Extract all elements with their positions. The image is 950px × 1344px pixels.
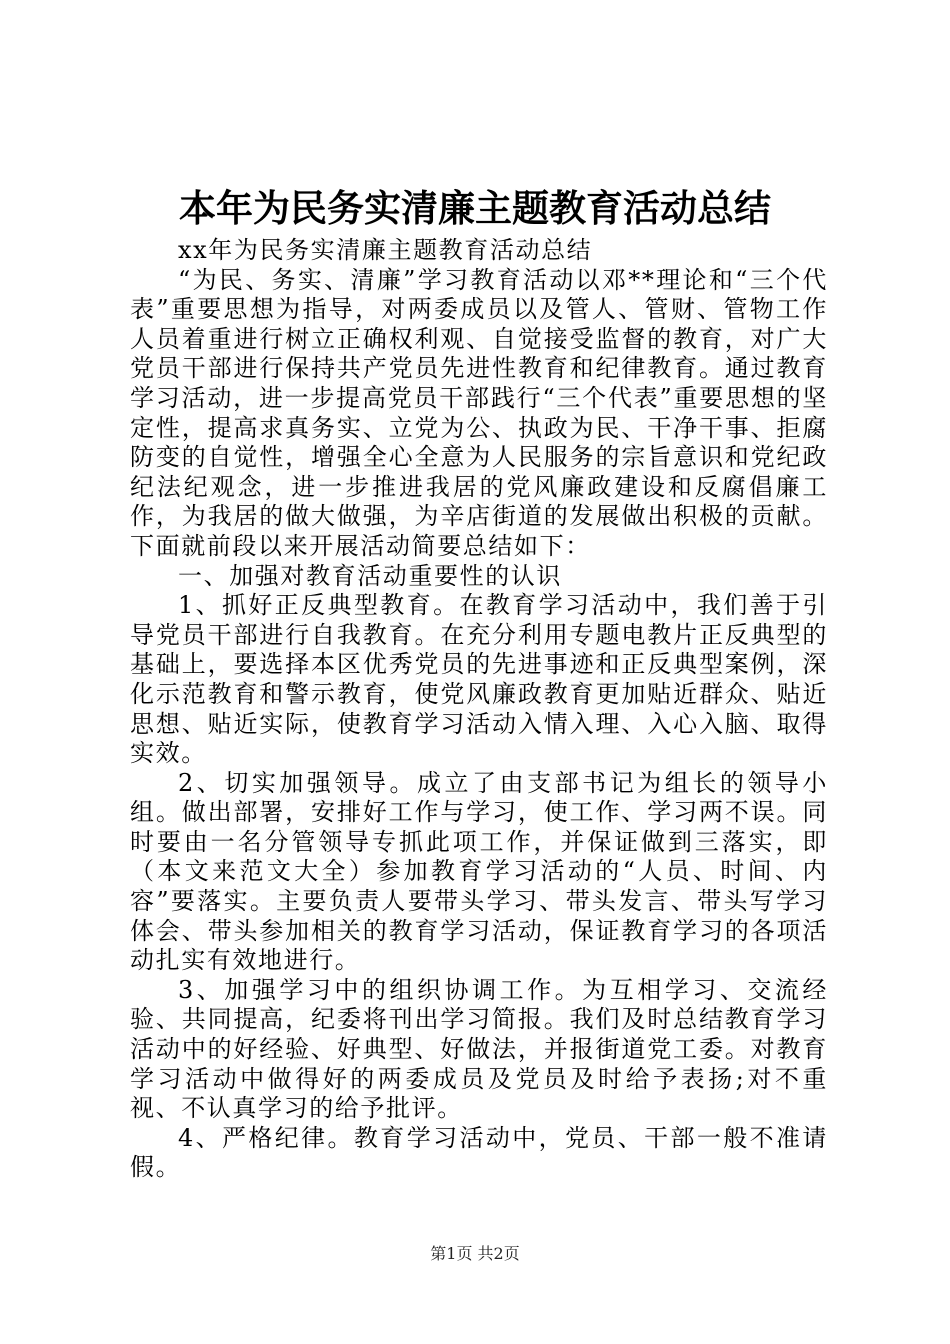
- page-number-footer: 第1页 共2页: [430, 1244, 520, 1263]
- paragraph-item-4: 4、严格纪律。教育学习活动中，党员、干部一般不准请假。: [130, 1123, 828, 1182]
- paragraph-intro: “为民、务实、清廉”学习教育活动以邓**理论和“三个代表”重要思想为指导，对两委成员以及管人、管财、管物工作人员着重进行树立正确权利观、自觉接受监督的教育，对广大党员干部进行保持共产党员先进性教育和纪律教育。通过教育学习活动，进一步提高党员干部践行“三个代表”重要思想的坚定性，提高求真务实、立党为公、执政为民、干净干事、拒腐防变的自觉性，增强全心全意为人民服务的宗旨意识和党纪政纪法纪观念，进一步推进我居的党风廉政建设和反腐倡廉工作，为我居的做大做强，为辛店街道的发展做出积极的贡献。下面就前段以来开展活动简要总结如下：: [130, 265, 828, 560]
- paragraph-item-3: 3、加强学习中的组织协调工作。为互相学习、交流经验、共同提高，纪委将刊出学习简报。我们及时总结教育学习活动中的好经验、好典型、好做法，并报街道党工委。对教育学习活动中做得好的两委成员及党员及时给予表扬;对不重视、不认真学习的给予批评。: [130, 975, 828, 1123]
- document-title: 本年为民务实清廉主题教育活动总结: [179, 187, 771, 230]
- paragraph-item-1: 1、抓好正反典型教育。在教育学习活动中，我们善于引导党员干部进行自我教育。在充分利用专题电教片正反典型的基础上，要选择本区优秀党员的先进事迹和正反典型案例，深化示范教育和警示教育，使党风廉政教育更加贴近群众、贴近思想、贴近实际，使教育学习活动入情入理、入心入脑、取得实效。: [130, 591, 828, 768]
- section-heading-1: 一、加强对教育活动重要性的认识: [178, 561, 562, 590]
- paragraph-item-2: 2、切实加强领导。成立了由支部书记为组长的领导小组。做出部署，安排好工作与学习，使工作、学习两不误。同时要由一名分管领导专抓此项工作，并保证做到三落实，即（本文来范文大全）参加教育学习活动的“人员、时间、内容”要落实。主要负责人要带头学习、带头发言、带头写学习体会、带头参加相关的教育学习活动，保证教育学习的各项活动扎实有效地进行。: [130, 768, 828, 975]
- paragraph-subtitle: xx年为民务实清廉主题教育活动总结: [178, 236, 593, 264]
- document-body: [130, 236, 828, 1183]
